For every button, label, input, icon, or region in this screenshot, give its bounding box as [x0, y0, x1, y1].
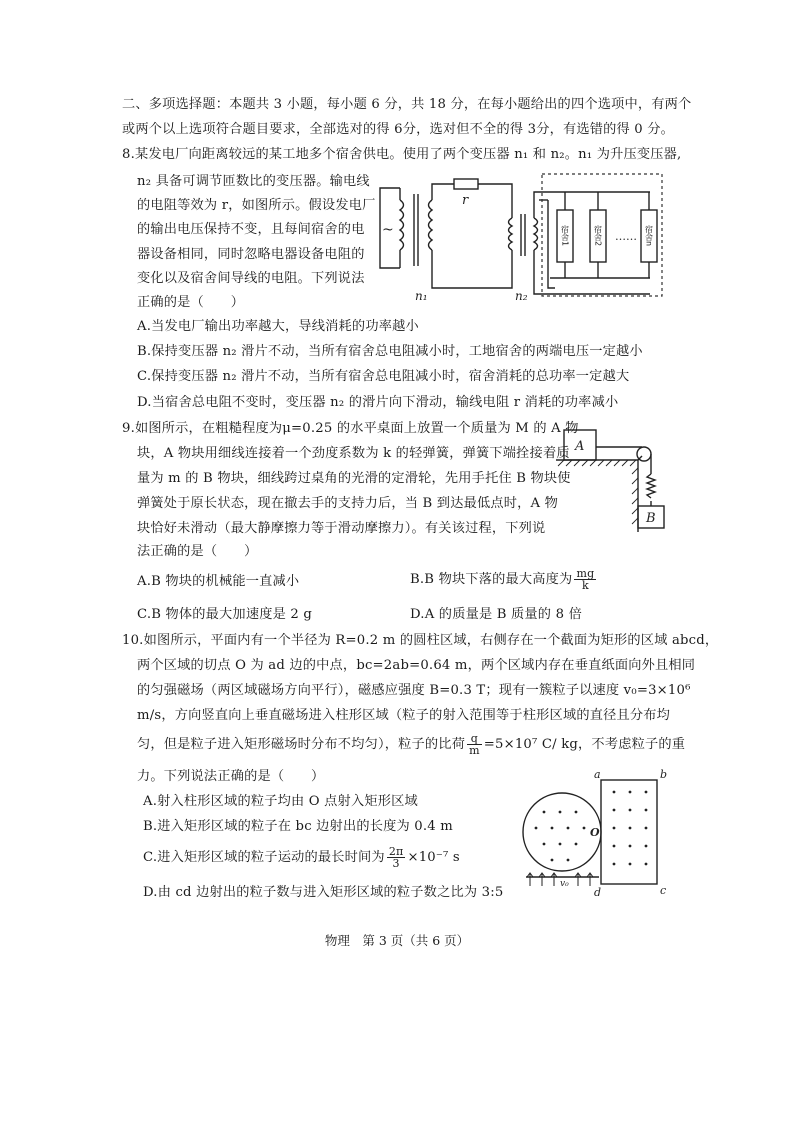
transformer-n1-label: n₁ — [415, 289, 428, 303]
q10-stem-line2: 两个区域的切点 O 为 ad 边的中点，bc=2ab=0.64 m，两个区域内存在垂直纸面向外且相同 — [137, 658, 696, 673]
q9-option-c: C.B 物体的最大加速度是 2 g — [137, 607, 312, 622]
q10-stem-line4: m/s，方向竖直向上垂直磁场进入柱形区域（粒子的射入范围等于柱形区域的直径且分布均 — [137, 708, 671, 723]
transformer-n2-label: n₂ — [515, 289, 528, 303]
charge-mass-ratio-fraction — [467, 733, 482, 756]
section-heading-line1: 二、多项选择题：本题共 3 小题，每小题 6 分，共 18 分，在每小题给出的四个选项中，有两个 — [122, 97, 692, 112]
transformer-circuit-diagram — [370, 170, 670, 305]
q10-option-a: A.射入柱形区域的粒子均由 O 点射入矩形区域 — [143, 794, 418, 809]
ac-source-symbol: ~ — [382, 222, 394, 238]
q10-option-c-suffix: ×10⁻⁷ s — [407, 850, 460, 865]
fraction-denominator: m — [469, 744, 480, 757]
q10-stem-line1: 10.如图所示，平面内有一个半径为 R=0.2 m 的圆柱区域，右侧存在一个截面为矩形的区域 abcd， — [122, 633, 719, 648]
q8-option-d: D.当宿舍总电阻不变时，变压器 n₂ 的滑片向下滑动，输线电阻 r 消耗的功率减小 — [137, 395, 619, 410]
q9-stem-line6: 法正确的是（ ） — [137, 544, 258, 559]
dorm-ellipsis: …… — [615, 230, 637, 243]
q9-option-a: A.B 物块的机械能一直减小 — [137, 574, 300, 589]
q10-option-d: D.由 cd 边射出的粒子数与进入矩形区域的粒子数之比为 3:5 — [143, 885, 504, 900]
q9-stem-line2: 块，A 物块用细线连接着一个劲度系数为 k 的轻弹簧，弹簧下端拴接着质 — [137, 446, 570, 461]
q9-stem-line3: 量为 m 的 B 物块，细线跨过桌角的光滑的定滑轮，先用手托住 B 物块使 — [137, 471, 571, 486]
q8-option-c: C.保持变压器 n₂ 滑片不动，当所有宿舍总电阻减小时，宿舍消耗的总功率一定越大 — [137, 369, 630, 384]
q10-line5-suffix: =5×10⁷ C/ kg，不考虑粒子的重 — [483, 737, 686, 752]
dorm-1-label: 宿舍1 — [560, 225, 570, 247]
dorm-n-label: 宿舍n — [644, 225, 654, 247]
corner-a-label: a — [594, 768, 601, 781]
q8-option-b: B.保持变压器 n₂ 滑片不动，当所有宿舍总电阻减小时，工地宿舍的两端电压一定越小 — [137, 344, 643, 359]
q9-option-d: D.A 的质量是 B 质量的 8 倍 — [410, 607, 582, 622]
corner-b-label: b — [660, 768, 668, 781]
q10-stem-line3: 的匀强磁场（两区域磁场方向平行），磁感应强度 B=0.3 T；现有一簇粒子以速度 v₀=3×10⁶ — [137, 683, 691, 698]
q8-stem-line4: 的输出电压保持不变，且每间宿舍的电 — [137, 222, 365, 237]
q10-option-c-text: C.进入矩形区域的粒子运动的最长时间为 — [143, 850, 385, 865]
q8-stem-line2: n₂ 具备可调节匝数比的变压器。输电线 — [137, 174, 370, 189]
page-footer: 物理 第 3 页（共 6 页） — [324, 933, 470, 948]
tangent-point-o-label: O — [590, 826, 600, 839]
q8-stem-line5: 器设备相同，同时忽略电器设备电阻的 — [137, 247, 365, 262]
q10-option-b: B.进入矩形区域的粒子在 bc 边射出的长度为 0.4 m — [143, 819, 453, 834]
velocity-v0-label: v₀ — [560, 879, 569, 889]
q10-stem-line5 — [137, 733, 685, 756]
fraction-numerator: mg — [576, 567, 595, 580]
resistor-label: r — [462, 193, 469, 208]
q9-option-b — [410, 568, 598, 591]
fraction-numerator: q — [467, 733, 482, 745]
q8-stem-line3: 的电阻等效为 r，如图所示。假设发电厂 — [137, 198, 376, 213]
q9-stem-line4: 弹簧处于原长状态，现在撤去手的支持力后，当 B 到达最低点时，A 物 — [137, 496, 559, 511]
corner-d-label: d — [594, 886, 602, 899]
q9-option-b-text: B.B 物块下落的最大高度为 — [410, 572, 573, 587]
q10-stem-line6: 力。下列说法正确的是（ ） — [137, 769, 325, 784]
corner-c-label: c — [660, 884, 667, 897]
fraction-denominator: 3 — [392, 857, 400, 870]
fraction-denominator: k — [581, 579, 589, 592]
q9-stem-line5: 块恰好未滑动（最大静摩擦力等于滑动摩擦力）。有关该过程，下列说 — [137, 521, 546, 536]
q10-option-c-fraction — [387, 846, 406, 869]
q8-stem-line6: 变化以及宿舍间导线的电阻。下列说法 — [137, 271, 365, 286]
block-a-label: A — [575, 439, 585, 454]
q8-option-a: A.当发电厂输出功率越大，导线消耗的功率越小 — [137, 319, 419, 334]
q9-stem-line1: 9.如图所示，在粗糙程度为μ=0.25 的水平桌面上放置一个质量为 M 的 A 物 — [122, 421, 579, 436]
q8-stem-line7: 正确的是（ ） — [137, 295, 245, 310]
magnetic-field-diagram — [522, 768, 672, 900]
dorm-2-label: 宿舍2 — [593, 225, 603, 247]
q8-stem-line1: 8.某发电厂向距离较远的某工地多个宿舍供电。使用了两个变压器 n₁ 和 n₂。n₁ 为升压变压器, — [122, 147, 682, 162]
q9-option-b-fraction — [574, 568, 596, 591]
block-b-label: B — [646, 511, 656, 526]
section-heading-line2: 或两个以上选项符合题目要求，全部选对的得 6分，选对但不全的得 3分，有选错的得 0 分。 — [122, 122, 675, 137]
fraction-numerator: 2π — [388, 845, 404, 858]
q10-line5-text: 匀，但是粒子进入矩形磁场时分布不均匀），粒子的比荷 — [137, 737, 466, 752]
q10-option-c — [143, 846, 460, 869]
pulley-spring-diagram — [552, 424, 672, 534]
